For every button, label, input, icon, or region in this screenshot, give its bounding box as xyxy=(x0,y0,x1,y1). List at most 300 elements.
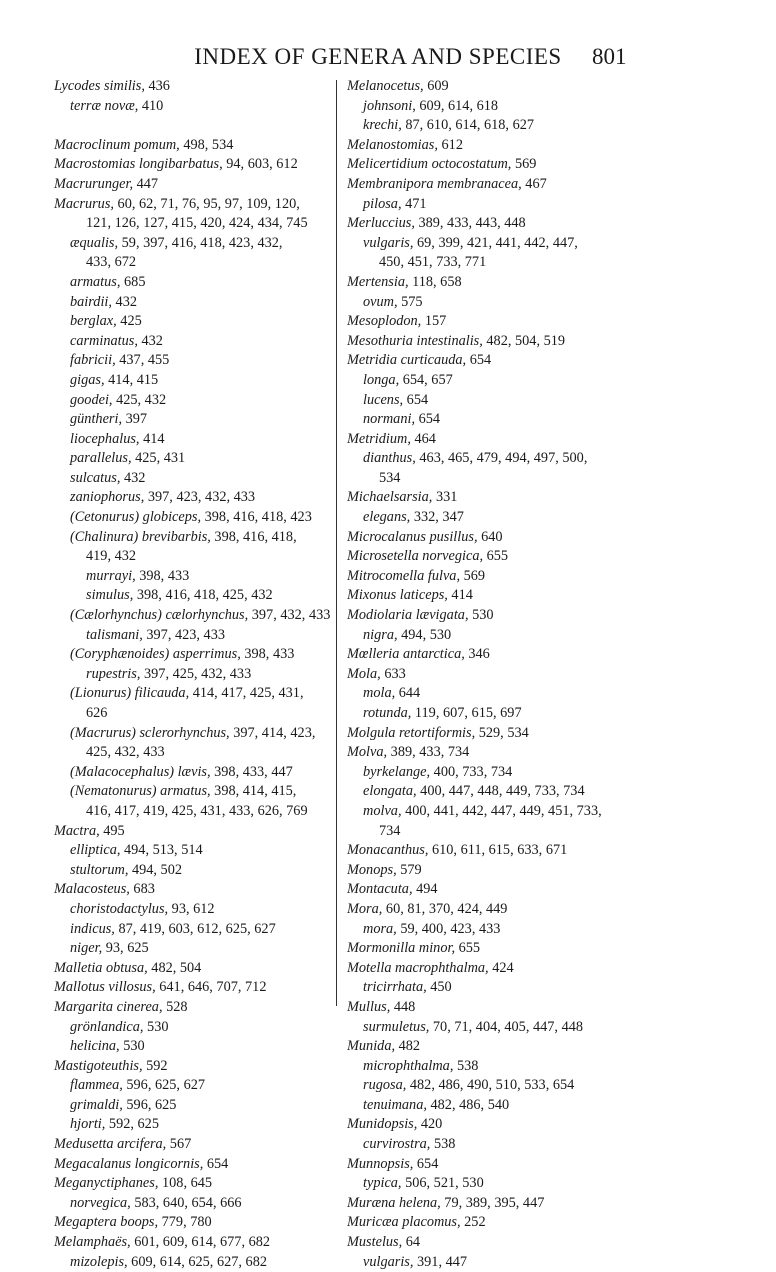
index-entry xyxy=(54,900,330,920)
entry-pages: 494 xyxy=(412,881,438,898)
entry-pages: 654, 657 xyxy=(399,371,453,388)
index-entry xyxy=(54,606,330,626)
entry-name: (Cetonurus) globiceps, xyxy=(70,509,202,526)
entry-name: Meganyctiphanes, xyxy=(54,1175,159,1192)
index-entry xyxy=(347,802,687,822)
entry-name: surmuletus, xyxy=(363,1018,430,1035)
entry-name: Melanocetus, xyxy=(347,78,424,94)
index-entry xyxy=(347,1096,687,1116)
index-entry xyxy=(347,626,687,646)
index-entry xyxy=(54,273,330,293)
entry-name: (Cælorhynchus) cælorhynchus, xyxy=(70,607,249,624)
entry-pages: 641, 646, 707, 712 xyxy=(155,979,267,996)
entry-pages: 495 xyxy=(99,822,125,839)
entry-pages: 397, 423, 432, 433 xyxy=(144,489,256,506)
entry-name: vulgaris, xyxy=(363,1253,414,1270)
index-entry xyxy=(347,920,687,940)
entry-name: krechi, xyxy=(363,117,402,134)
index-entry xyxy=(54,136,330,156)
entry-name: tenuimana, xyxy=(363,1096,427,1113)
index-entry xyxy=(54,1096,330,1116)
index-entry xyxy=(54,567,330,587)
entry-name: (Macrurus) sclerorhynchus, xyxy=(70,724,230,741)
entry-name: Medusetta arcifera, xyxy=(54,1136,167,1153)
entry-name: berglax, xyxy=(70,313,117,330)
entry-name: güntheri, xyxy=(70,411,123,428)
index-entry xyxy=(347,900,687,920)
entry-name: helicina, xyxy=(70,1038,120,1055)
entry-pages: 612 xyxy=(437,136,463,153)
index-entry xyxy=(54,253,330,273)
index-entry xyxy=(347,1037,687,1057)
entry-pages: 592, 625 xyxy=(105,1116,159,1133)
entry-name: gigas, xyxy=(70,371,105,388)
entry-pages: 538 xyxy=(453,1057,479,1074)
index-entry xyxy=(347,645,687,665)
index-entry xyxy=(54,802,330,822)
entry-pages: 450, 451, 733, 771 xyxy=(379,254,487,271)
index-entry xyxy=(347,782,687,802)
entry-name: bairdii, xyxy=(70,293,112,310)
index-entry xyxy=(54,1194,330,1214)
entry-name: Mastigoteuthis, xyxy=(54,1057,143,1074)
entry-pages: 498, 534 xyxy=(179,136,234,153)
entry-pages: 609, 614, 618 xyxy=(415,97,499,114)
index-entry xyxy=(347,312,687,332)
index-entry xyxy=(54,332,330,352)
entry-pages: 414 xyxy=(139,430,165,447)
index-entry xyxy=(347,1076,687,1096)
entry-name: flammea, xyxy=(70,1077,123,1094)
entry-name: Mœlleria antarctica, xyxy=(347,646,465,663)
entry-pages: 592 xyxy=(142,1057,168,1074)
entry-pages: 389, 433, 734 xyxy=(387,744,470,761)
entry-name: (Coryphænoides) asperrimus, xyxy=(70,646,241,663)
entry-pages: 601, 609, 614, 677, 682 xyxy=(130,1234,271,1251)
entry-name: Monops, xyxy=(347,861,397,878)
index-entry xyxy=(54,371,330,391)
entry-name: Mustelus, xyxy=(347,1234,403,1251)
entry-pages: 437, 455 xyxy=(115,352,170,369)
entry-pages: 575 xyxy=(397,293,423,310)
entry-name: (Malacocephalus) lævis, xyxy=(70,763,211,780)
entry-name: sulcatus, xyxy=(70,469,121,486)
index-entry xyxy=(54,77,330,97)
entry-pages: 436 xyxy=(144,78,170,94)
entry-name: zaniophorus, xyxy=(70,489,145,506)
entry-name: dianthus, xyxy=(363,450,416,467)
entry-pages: 87, 419, 603, 612, 625, 627 xyxy=(114,920,276,937)
entry-pages: 416, 417, 419, 425, 431, 433, 626, 769 xyxy=(86,802,308,819)
entry-name: tricirrhata, xyxy=(363,979,427,996)
entry-name: (Lionurus) filicauda, xyxy=(70,685,190,702)
index-entry xyxy=(54,1253,330,1272)
entry-pages: 118, 658 xyxy=(408,273,462,290)
entry-name: liocephalus, xyxy=(70,430,140,447)
entry-name: norvegica, xyxy=(70,1194,131,1211)
entry-name: Michaelsarsia, xyxy=(347,489,433,506)
index-entry xyxy=(347,978,687,998)
entry-pages: 157 xyxy=(421,313,447,330)
entry-name: nigra, xyxy=(363,626,398,643)
entry-name: Margarita cinerea, xyxy=(54,998,163,1015)
entry-pages: 569 xyxy=(511,156,537,173)
entry-pages: 567 xyxy=(166,1136,192,1153)
entry-name: Mora, xyxy=(347,900,383,917)
entry-pages: 626 xyxy=(86,705,108,721)
entry-name: (Nematonurus) armatus, xyxy=(70,783,211,800)
entry-name: goodei, xyxy=(70,391,113,408)
entry-pages: 331 xyxy=(432,489,458,506)
entry-pages: 529, 534 xyxy=(475,724,529,741)
entry-pages: 448 xyxy=(390,998,416,1015)
entry-pages: 447 xyxy=(133,175,159,192)
entry-pages: 482 xyxy=(395,1038,421,1055)
index-entry xyxy=(54,645,330,665)
entry-pages: 69, 399, 421, 441, 442, 447, xyxy=(413,234,578,251)
entry-pages: 450 xyxy=(426,979,452,996)
entry-pages: 79, 389, 395, 447 xyxy=(440,1194,545,1211)
index-entry xyxy=(54,391,330,411)
index-entry xyxy=(54,861,330,881)
index-entry xyxy=(54,998,330,1018)
entry-pages: 494, 530 xyxy=(397,626,452,643)
index-entry xyxy=(54,312,330,332)
index-entry xyxy=(54,528,330,548)
index-entry xyxy=(347,253,687,273)
index-entry xyxy=(54,175,330,195)
index-entry xyxy=(347,1213,687,1233)
entry-pages: 398, 433 xyxy=(135,567,190,584)
index-entry xyxy=(54,978,330,998)
entry-name: rupestris, xyxy=(86,665,141,682)
entry-pages: 398, 416, 418, 423 xyxy=(201,509,312,526)
index-entry xyxy=(347,155,687,175)
entry-name: pilosa, xyxy=(363,195,402,212)
entry-name: Munnopsis, xyxy=(347,1155,414,1172)
entry-pages: 419, 432 xyxy=(86,548,137,565)
index-entry xyxy=(54,1135,330,1155)
index-entry xyxy=(347,351,687,371)
index-left-column xyxy=(54,77,330,1272)
entry-name: hjorti, xyxy=(70,1116,106,1133)
entry-name: mora, xyxy=(363,920,397,937)
entry-name: Merluccius, xyxy=(347,215,415,232)
entry-pages: 400, 733, 734 xyxy=(430,763,513,780)
entry-name: grönlandica, xyxy=(70,1018,144,1035)
entry-pages: 579 xyxy=(396,861,422,878)
entry-name: mizolepis, xyxy=(70,1253,128,1270)
entry-pages: 87, 610, 614, 618, 627 xyxy=(401,117,535,134)
index-entry xyxy=(54,449,330,469)
index-entry xyxy=(54,1018,330,1038)
index-entry xyxy=(347,528,687,548)
entry-name: Melamphaës, xyxy=(54,1234,131,1251)
index-entry xyxy=(54,939,330,959)
entry-pages: 654 xyxy=(203,1155,229,1172)
entry-name: molva, xyxy=(363,802,402,819)
entry-pages: 609, 614, 625, 627, 682 xyxy=(127,1253,267,1270)
index-entry xyxy=(54,684,330,704)
entry-pages: 596, 625 xyxy=(122,1096,177,1113)
index-entry xyxy=(347,1135,687,1155)
index-entry xyxy=(54,488,330,508)
index-entry xyxy=(54,547,330,567)
entry-pages: 432 xyxy=(111,293,138,310)
index-entry xyxy=(54,586,330,606)
index-entry xyxy=(54,1057,330,1077)
index-entry xyxy=(347,410,687,430)
entry-pages: 59, 397, 416, 418, 423, 432, xyxy=(118,234,283,251)
entry-name: Molva, xyxy=(347,744,388,761)
index-entry xyxy=(347,547,687,567)
entry-name: murrayi, xyxy=(86,567,136,584)
index-entry xyxy=(347,586,687,606)
index-entry xyxy=(54,822,330,842)
entry-name: longa, xyxy=(363,371,400,388)
entry-name: carminatus, xyxy=(70,332,138,349)
index-entry xyxy=(347,567,687,587)
entry-pages: 685 xyxy=(120,273,146,290)
entry-name: (Chalinura) brevibarbis, xyxy=(70,528,211,545)
entry-name: grimaldi, xyxy=(70,1096,123,1113)
index-entry xyxy=(347,704,687,724)
index-entry xyxy=(347,430,687,450)
entry-name: terræ novæ, xyxy=(70,97,139,114)
entry-pages: 346 xyxy=(464,646,490,663)
index-entry xyxy=(54,293,330,313)
index-entry xyxy=(347,1253,687,1272)
entry-pages: 609 xyxy=(423,78,449,94)
index-entry xyxy=(347,724,687,744)
entry-name: Macroclinum pomum, xyxy=(54,136,180,153)
entry-name: curvirostra, xyxy=(363,1136,431,1153)
entry-name: parallelus, xyxy=(70,450,132,467)
index-entry xyxy=(347,939,687,959)
entry-pages: 640 xyxy=(477,528,503,545)
index-entry xyxy=(54,1115,330,1135)
index-entry xyxy=(347,763,687,783)
entry-pages: 538 xyxy=(430,1136,456,1153)
entry-pages: 93, 625 xyxy=(102,940,149,957)
entry-pages: 121, 126, 127, 415, 420, 424, 434, 745 xyxy=(86,215,308,232)
entry-name: armatus, xyxy=(70,273,121,290)
entry-pages: 633 xyxy=(380,665,406,682)
index-entry xyxy=(54,763,330,783)
entry-pages: 424 xyxy=(488,959,514,976)
entry-pages: 410 xyxy=(138,97,164,114)
index-entry xyxy=(54,1174,330,1194)
index-entry xyxy=(347,959,687,979)
entry-pages: 482, 486, 490, 510, 533, 654 xyxy=(406,1077,575,1094)
index-entry xyxy=(347,508,687,528)
entry-pages: 119, 607, 615, 697 xyxy=(411,705,522,721)
entry-pages: 734 xyxy=(379,822,401,839)
entry-pages: 60, 62, 71, 76, 95, 97, 109, 120, xyxy=(113,195,300,212)
entry-name: Megaptera boops, xyxy=(54,1214,159,1231)
entry-pages: 59, 400, 423, 433 xyxy=(396,920,501,937)
index-entry xyxy=(54,1233,330,1253)
index-entry xyxy=(347,822,687,842)
entry-name: Microsetella norvegica, xyxy=(347,548,484,565)
entry-pages: 655 xyxy=(455,940,481,957)
entry-pages: 425, 432 xyxy=(112,391,167,408)
entry-pages: 644 xyxy=(395,685,421,702)
entry-name: Melanostomias, xyxy=(347,136,438,153)
entry-name: Mola, xyxy=(347,665,381,682)
entry-name: Melicertidium octocostatum, xyxy=(347,156,512,173)
index-entry xyxy=(347,136,687,156)
entry-pages: 432 xyxy=(120,469,146,486)
index-entry xyxy=(54,959,330,979)
entry-pages: 60, 81, 370, 424, 449 xyxy=(382,900,508,917)
entry-pages: 583, 640, 654, 666 xyxy=(130,1194,242,1211)
entry-name: normani, xyxy=(363,411,416,428)
index-entry xyxy=(54,782,330,802)
index-entry xyxy=(54,195,330,215)
entry-name: byrkelange, xyxy=(363,763,431,780)
entry-pages: 482, 504 xyxy=(147,959,202,976)
index-right-column xyxy=(347,77,687,1272)
entry-name: fabricii, xyxy=(70,352,116,369)
index-entry xyxy=(347,488,687,508)
entry-name: Motella macrophthalma, xyxy=(347,959,489,976)
entry-name: Malletia obtusa, xyxy=(54,959,148,976)
entry-pages: 252 xyxy=(460,1214,486,1231)
index-entry xyxy=(54,1076,330,1096)
entry-pages: 654 xyxy=(466,352,492,369)
index-entry xyxy=(54,430,330,450)
index-entry xyxy=(54,704,330,724)
entry-name: rotunda, xyxy=(363,705,412,721)
entry-name: Muricæa placomus, xyxy=(347,1214,461,1231)
entry-name: elliptica, xyxy=(70,842,121,859)
index-entry xyxy=(347,1233,687,1253)
index-entry xyxy=(347,1115,687,1135)
entry-pages: 471 xyxy=(401,195,427,212)
index-entry xyxy=(347,998,687,1018)
entry-name: Metridium, xyxy=(347,430,411,447)
entry-name: stultorum, xyxy=(70,861,129,878)
index-entry xyxy=(347,1018,687,1038)
entry-pages: 528 xyxy=(162,998,188,1015)
index-entry xyxy=(347,371,687,391)
entry-pages: 494, 513, 514 xyxy=(120,842,203,859)
entry-pages: 425, 431 xyxy=(131,450,186,467)
entry-pages: 70, 71, 404, 405, 447, 448 xyxy=(429,1018,584,1035)
entry-name: lucens, xyxy=(363,391,404,408)
entry-pages: 398, 414, 415, xyxy=(210,783,297,800)
index-entry xyxy=(54,920,330,940)
index-entry xyxy=(54,97,330,117)
entry-name: simulus, xyxy=(86,587,134,604)
index-entry xyxy=(54,841,330,861)
entry-name: Modiolaria lævigata, xyxy=(347,607,469,624)
entry-pages: 397, 425, 432, 433 xyxy=(140,665,252,682)
index-entry xyxy=(347,449,687,469)
entry-name: choristodactylus, xyxy=(70,900,169,917)
entry-pages: 397, 432, 433 xyxy=(248,607,331,624)
entry-name: Macrostomias longibarbatus, xyxy=(54,156,223,173)
entry-name: Mixonus laticeps, xyxy=(347,587,448,604)
index-entry xyxy=(54,214,330,234)
index-entry xyxy=(54,410,330,430)
entry-pages: 569 xyxy=(460,567,486,584)
index-entry xyxy=(347,234,687,254)
entry-pages: 779, 780 xyxy=(158,1214,212,1231)
entry-pages: 398, 433 xyxy=(240,646,295,663)
entry-pages: 64 xyxy=(402,1234,421,1251)
entry-name: niger, xyxy=(70,940,103,957)
entry-name: Monacanthus, xyxy=(347,842,429,859)
entry-name: Mesoplodon, xyxy=(347,313,422,330)
index-entry xyxy=(347,77,687,97)
entry-pages: 464 xyxy=(410,430,436,447)
entry-pages: 467 xyxy=(521,175,547,192)
entry-pages: 482, 486, 540 xyxy=(426,1096,510,1113)
entry-pages: 654 xyxy=(403,391,429,408)
entry-pages: 530 xyxy=(119,1038,145,1055)
entry-name: rugosa, xyxy=(363,1077,407,1094)
index-entry xyxy=(347,1057,687,1077)
entry-pages: 596, 625, 627 xyxy=(122,1077,206,1094)
index-entry xyxy=(347,1194,687,1214)
index-entry xyxy=(347,880,687,900)
entry-pages: 506, 521, 530 xyxy=(401,1175,484,1192)
entry-pages: 655 xyxy=(483,548,509,565)
entry-pages: 654 xyxy=(415,411,441,428)
entry-name: Molgula retortiformis, xyxy=(347,724,476,741)
entry-name: Membranipora membranacea, xyxy=(347,175,522,192)
entry-name: indicus, xyxy=(70,920,115,937)
index-entry xyxy=(54,469,330,489)
column-divider xyxy=(336,80,337,1006)
entry-pages: 463, 465, 479, 494, 497, 500, xyxy=(415,450,588,467)
entry-name: Mactra, xyxy=(54,822,100,839)
index-entry xyxy=(54,1155,330,1175)
entry-name: æqualis, xyxy=(70,234,119,251)
index-entry xyxy=(54,351,330,371)
entry-pages: 534 xyxy=(379,469,401,486)
entry-name: ovum, xyxy=(363,293,398,310)
index-entry xyxy=(347,606,687,626)
index-entry xyxy=(347,1174,687,1194)
entry-pages: 332, 347 xyxy=(410,509,464,526)
entry-name: Macrurus, xyxy=(54,195,114,212)
index-entry xyxy=(54,743,330,763)
entry-pages: 94, 603, 612 xyxy=(222,156,298,173)
entry-name: Mesothuria intestinalis, xyxy=(347,332,483,349)
index-entry xyxy=(54,880,330,900)
entry-pages: 420 xyxy=(417,1116,443,1133)
page-header-title: INDEX OF GENERA AND SPECIES xyxy=(194,44,562,69)
entry-pages: 414, 417, 425, 431, xyxy=(189,685,304,702)
entry-name: talismani, xyxy=(86,626,143,643)
entry-pages: 530 xyxy=(143,1018,169,1035)
entry-name: Microcalanus pusillus, xyxy=(347,528,478,545)
entry-name: vulgaris, xyxy=(363,234,414,251)
entry-name: elegans, xyxy=(363,509,411,526)
entry-name: Montacuta, xyxy=(347,881,413,898)
index-entry xyxy=(347,332,687,352)
index-entry xyxy=(347,861,687,881)
index-entry xyxy=(54,234,330,254)
entry-pages: 398, 433, 447 xyxy=(210,763,293,780)
entry-pages: 93, 612 xyxy=(168,900,215,917)
entry-pages: 610, 611, 615, 633, 671 xyxy=(428,842,568,859)
index-entry xyxy=(347,116,687,136)
entry-name: Munida, xyxy=(347,1038,396,1055)
